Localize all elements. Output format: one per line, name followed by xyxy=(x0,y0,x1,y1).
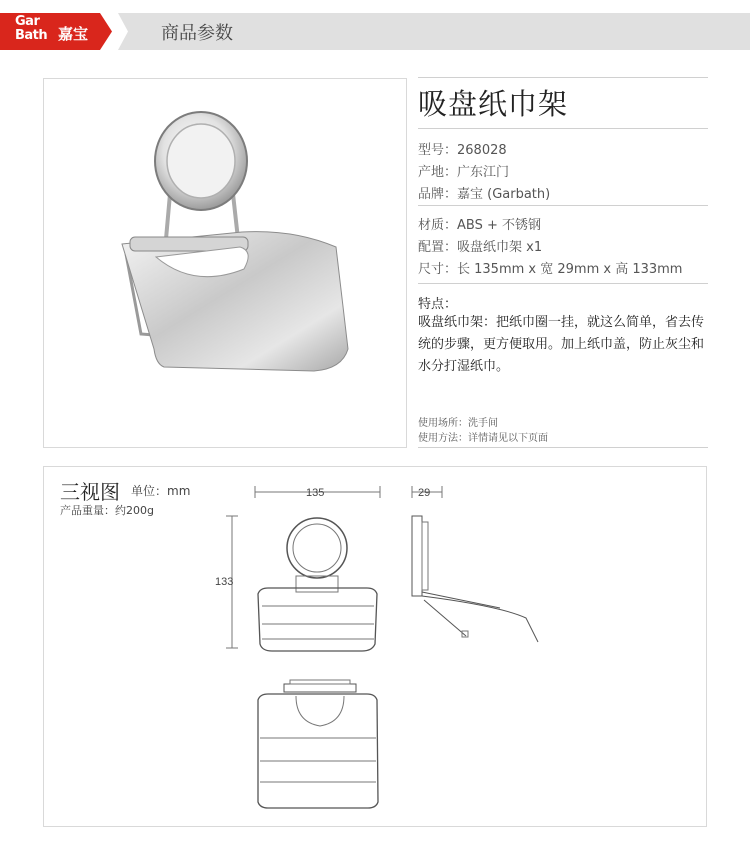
spec-origin: 产地：广东江门 xyxy=(418,165,510,180)
divider xyxy=(418,447,708,448)
unit-label: 单位：mm xyxy=(131,484,191,498)
product-title: 吸盘纸巾架 xyxy=(418,87,569,121)
divider xyxy=(418,283,708,284)
weight-label: 产品重量：约200g xyxy=(60,504,154,517)
features-description: 吸盘纸巾架：把纸巾圈一挂，就这么简单，省去传统的步骤，更方便取用。加上纸巾盖，防止灰尘和水分打湿纸巾。 xyxy=(418,315,705,374)
usage-place: 使用场所：洗手间 xyxy=(418,418,498,429)
product-photo xyxy=(44,79,406,447)
spec-model: 型号：268028 xyxy=(418,143,507,158)
side-view xyxy=(412,516,538,642)
dim-label-height: 133 xyxy=(215,576,234,588)
logo-text-bath: Bath xyxy=(15,28,48,43)
divider xyxy=(418,205,708,206)
logo-text-cn: 嘉宝 xyxy=(58,25,89,43)
usage-method: 使用方法：详情请见以下页面 xyxy=(418,433,548,444)
section-title: 商品参数 xyxy=(161,23,233,44)
features-heading: 特点： xyxy=(418,297,458,312)
front-view xyxy=(258,518,377,651)
divider xyxy=(418,77,708,78)
dim-label-depth: 29 xyxy=(418,487,431,499)
spec-material: 材质：ABS + 不锈钢 xyxy=(418,218,541,233)
logo-text-gar: Gar xyxy=(15,14,40,29)
dim-label-length: 135 xyxy=(306,487,325,499)
suction-cup-knob xyxy=(167,124,235,198)
spec-config: 配置：吸盘纸巾架 x1 xyxy=(418,240,543,255)
top-view xyxy=(258,680,378,808)
spec-brand: 品牌：嘉宝 (Garbath) xyxy=(418,187,551,202)
divider xyxy=(418,128,708,129)
technical-drawing xyxy=(200,476,560,826)
spec-size: 尺寸：长 135mm x 宽 29mm x 高 133mm xyxy=(418,262,683,277)
three-view-title: 三视图 xyxy=(60,480,120,504)
